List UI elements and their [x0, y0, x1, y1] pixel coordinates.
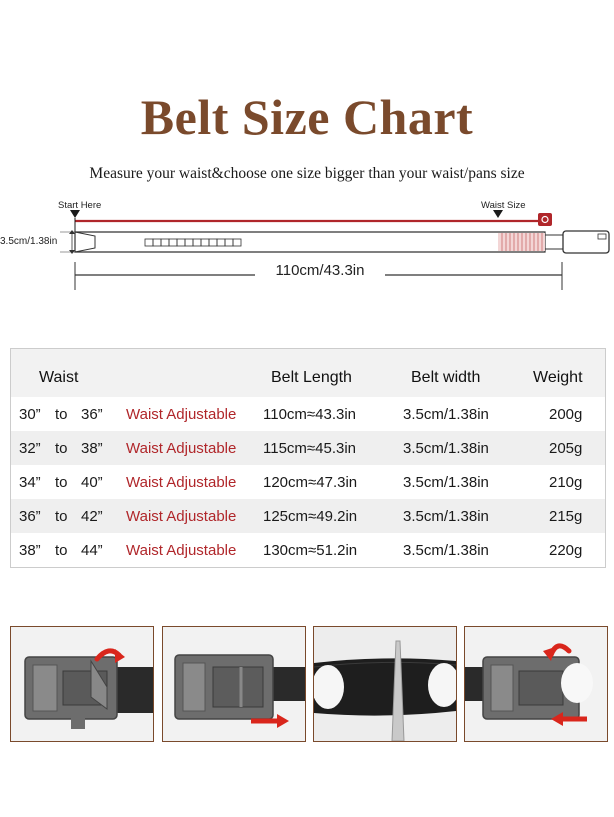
waist-from: 36”	[19, 508, 41, 525]
header-waist: Waist	[39, 369, 79, 386]
belt-length-value: 125cm≈49.2in	[263, 508, 358, 525]
belt-width-label: 3.5cm/1.38in	[0, 236, 58, 247]
waist-from: 34”	[19, 474, 41, 491]
waist-adjustable-note: Waist Adjustable	[126, 508, 237, 525]
table-header	[11, 349, 605, 397]
waist-to: 42”	[81, 508, 103, 525]
photo-release-buckle	[10, 626, 154, 742]
waist-adjustable-note: Waist Adjustable	[126, 406, 237, 423]
belt-length-value: 120cm≈47.3in	[263, 474, 358, 491]
waist-to-word: to	[55, 542, 68, 559]
belt-width-value: 3.5cm/1.38in	[403, 440, 489, 457]
weight-value: 205g	[549, 440, 583, 457]
belt-length-value: 110cm≈43.3in	[263, 406, 357, 423]
waist-to-word: to	[55, 406, 68, 423]
waist-from: 32”	[19, 440, 41, 457]
header-belt-width: Belt width	[411, 369, 481, 386]
belt-length-label: 110cm/43.3in	[255, 262, 385, 279]
table-row	[11, 465, 605, 499]
weight-value: 200g	[549, 406, 583, 423]
start-here-label: Start Here	[58, 200, 102, 211]
belt-width-value: 3.5cm/1.38in	[403, 508, 489, 525]
belt-length-value: 130cm≈51.2in	[263, 542, 358, 559]
belt-length-value: 115cm≈45.3in	[263, 440, 357, 457]
waist-adjustable-note: Waist Adjustable	[126, 440, 237, 457]
belt-width-value: 3.5cm/1.38in	[403, 406, 489, 423]
waist-to-word: to	[55, 508, 68, 525]
instruction-photos	[0, 626, 614, 742]
buckle-lock-icon	[465, 627, 607, 741]
waist-to: 38”	[81, 440, 103, 457]
weight-value: 220g	[549, 542, 583, 559]
waist-to: 40”	[81, 474, 103, 491]
table-row	[11, 397, 605, 431]
waist-from: 38”	[19, 542, 41, 559]
cut-strap-icon	[314, 627, 456, 741]
belt-width-value: 3.5cm/1.38in	[403, 542, 489, 559]
size-table	[10, 348, 606, 568]
page-title: Belt Size Chart	[140, 89, 474, 145]
waist-size-label: Waist Size	[481, 200, 526, 211]
table-row	[11, 499, 605, 533]
header-weight: Weight	[533, 369, 583, 386]
photo-lock-buckle	[464, 626, 608, 742]
buckle-release-icon	[11, 627, 153, 741]
waist-to: 36”	[81, 406, 103, 423]
table-row	[11, 533, 605, 567]
waist-to-word: to	[55, 440, 68, 457]
photo-slide-strap	[162, 626, 306, 742]
waist-to-word: to	[55, 474, 68, 491]
waist-adjustable-note: Waist Adjustable	[126, 542, 237, 559]
page-subtitle: Measure your waist&choose one size bigger than your waist/pans size	[89, 165, 525, 182]
waist-from: 30”	[19, 406, 41, 423]
waist-adjustable-note: Waist Adjustable	[126, 474, 237, 491]
header-belt-length: Belt Length	[271, 369, 352, 386]
waist-to: 44”	[81, 542, 103, 559]
weight-value: 210g	[549, 474, 583, 491]
photo-cut-strap	[313, 626, 457, 742]
belt-width-value: 3.5cm/1.38in	[403, 474, 489, 491]
buckle-slide-icon	[163, 627, 305, 741]
table-row	[11, 431, 605, 465]
weight-value: 215g	[549, 508, 583, 525]
